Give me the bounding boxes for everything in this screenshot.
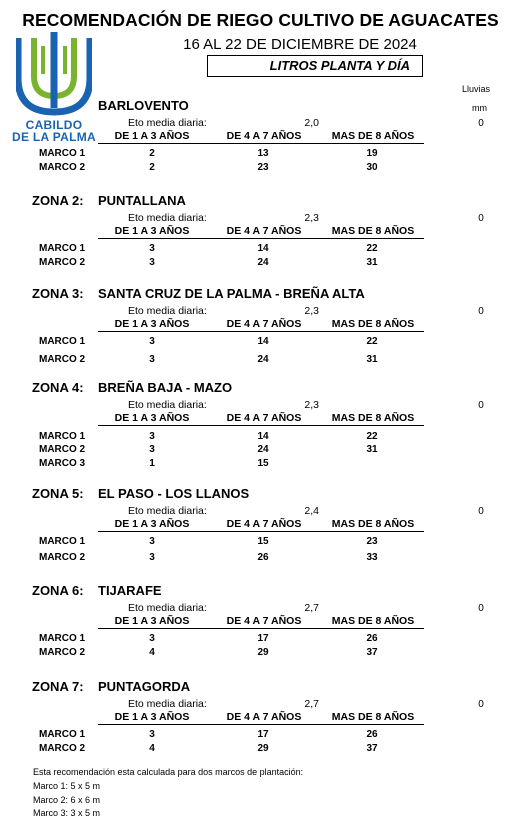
zone-number: ZONA 5: — [32, 486, 84, 501]
col-header-8-plus: MAS DE 8 AÑOS — [331, 711, 415, 723]
rain-unit: mm — [472, 103, 487, 113]
table-row — [0, 458, 521, 472]
value-4-7: 24 — [257, 354, 269, 365]
eto-label: Eto media diaria: — [128, 212, 207, 224]
value-1-3: 4 — [149, 647, 155, 658]
col-header-8-plus: MAS DE 8 AÑOS — [331, 615, 415, 627]
value-4-7: 26 — [257, 552, 269, 563]
col-header-4-7: DE 4 A 7 AÑOS — [226, 518, 302, 530]
eto-label: Eto media diaria: — [128, 602, 207, 614]
col-header-1-3: DE 1 A 3 AÑOS — [114, 225, 190, 237]
footer-marco1: Marco 1: 5 x 5 m — [33, 781, 101, 791]
table-row — [0, 257, 521, 271]
col-header-8-plus: MAS DE 8 AÑOS — [331, 130, 415, 142]
marco-label: MARCO 2 — [39, 552, 86, 563]
col-header-8-plus: MAS DE 8 AÑOS — [331, 412, 415, 424]
footer-note: Esta recomendación esta calculada para dos marcos de plantación: — [33, 767, 304, 777]
value-4-7: 24 — [257, 257, 269, 268]
table-row — [0, 336, 521, 350]
value-1-3: 2 — [149, 162, 155, 173]
value-1-3: 3 — [149, 444, 155, 455]
table-row — [0, 743, 521, 757]
value-1-3: 3 — [149, 354, 155, 365]
eto-label: Eto media diaria: — [128, 505, 207, 517]
zone-name: TIJARAFE — [98, 583, 162, 598]
value-1-3: 3 — [149, 257, 155, 268]
eto-value: 2,7 — [304, 698, 319, 710]
table-row — [0, 552, 521, 566]
marco-label: MARCO 2 — [39, 354, 86, 365]
table-row — [0, 148, 521, 162]
header-divider — [98, 724, 424, 725]
footer-marco2: Marco 2: 6 x 6 m — [33, 795, 101, 805]
rain-value: 0 — [478, 699, 484, 710]
value-1-3: 2 — [149, 148, 155, 159]
logo-text-line1: CABILDO — [25, 118, 83, 132]
value-4-7: 13 — [257, 148, 269, 159]
zone-name: PUNTALLANA — [98, 193, 186, 208]
value-8-plus: 26 — [366, 633, 378, 644]
col-header-8-plus: MAS DE 8 AÑOS — [331, 318, 415, 330]
col-header-1-3: DE 1 A 3 AÑOS — [114, 711, 190, 723]
col-header-1-3: DE 1 A 3 AÑOS — [114, 412, 190, 424]
eto-value: 2,3 — [304, 305, 319, 317]
zone-name: PUNTAGORDA — [98, 679, 191, 694]
rain-value: 0 — [478, 603, 484, 614]
value-1-3: 1 — [149, 458, 155, 469]
col-header-1-3: DE 1 A 3 AÑOS — [114, 318, 190, 330]
table-row — [0, 647, 521, 661]
marco-label: MARCO 2 — [39, 162, 86, 173]
zone-name: EL PASO - LOS LLANOS — [98, 486, 250, 501]
col-header-4-7: DE 4 A 7 AÑOS — [226, 711, 302, 723]
table-row — [0, 729, 521, 743]
header-divider — [98, 628, 424, 629]
marco-label: MARCO 1 — [39, 536, 86, 547]
rain-value: 0 — [478, 118, 484, 129]
value-8-plus: 31 — [366, 354, 378, 365]
value-8-plus: 22 — [366, 431, 378, 442]
value-4-7: 17 — [257, 729, 269, 740]
value-8-plus: 31 — [366, 257, 378, 268]
rain-value: 0 — [478, 400, 484, 411]
zone-number: ZONA 3: — [32, 286, 84, 301]
value-4-7: 29 — [257, 743, 269, 754]
zone-number: ZONA 2: — [32, 193, 84, 208]
units-box: LITROS PLANTA Y DÍA — [207, 55, 423, 77]
table-row — [0, 444, 521, 458]
rain-label: Lluvias — [462, 84, 491, 94]
header-divider — [98, 238, 424, 239]
value-1-3: 3 — [149, 552, 155, 563]
value-8-plus: 37 — [366, 743, 378, 754]
value-8-plus: 31 — [366, 444, 378, 455]
table-row — [0, 536, 521, 550]
date-range: 16 AL 22 DE DICIEMBRE DE 2024 — [183, 36, 417, 53]
footer-marco3: Marco 3: 3 x 5 m — [33, 808, 101, 818]
value-8-plus: 23 — [366, 536, 378, 547]
table-row — [0, 633, 521, 647]
zone-name: BREÑA BAJA - MAZO — [98, 380, 233, 395]
table-row — [0, 354, 521, 368]
rain-value: 0 — [478, 213, 484, 224]
col-header-1-3: DE 1 A 3 AÑOS — [114, 518, 190, 530]
col-header-1-3: DE 1 A 3 AÑOS — [114, 615, 190, 627]
value-4-7: 15 — [257, 458, 269, 469]
marco-label: MARCO 2 — [39, 444, 86, 455]
col-header-8-plus: MAS DE 8 AÑOS — [331, 518, 415, 530]
value-1-3: 3 — [149, 633, 155, 644]
value-4-7: 17 — [257, 633, 269, 644]
zone-name: SANTA CRUZ DE LA PALMA - BREÑA ALTA — [98, 286, 365, 301]
col-header-1-3: DE 1 A 3 AÑOS — [114, 130, 190, 142]
value-8-plus: 22 — [366, 336, 378, 347]
table-row — [0, 243, 521, 257]
marco-label: MARCO 1 — [39, 633, 86, 644]
zone-number: ZONA 7: — [32, 679, 84, 694]
col-header-4-7: DE 4 A 7 AÑOS — [226, 615, 302, 627]
zone-name: BARLOVENTO — [98, 98, 189, 113]
value-4-7: 24 — [257, 444, 269, 455]
cabildo-logo — [12, 28, 96, 144]
col-header-4-7: DE 4 A 7 AÑOS — [226, 225, 302, 237]
header-divider — [98, 531, 424, 532]
eto-value: 2,4 — [304, 505, 319, 517]
page-title: RECOMENDACIÓN DE RIEGO CULTIVO DE AGUACATES — [22, 10, 499, 30]
zone-number: ZONA 6: — [32, 583, 84, 598]
value-4-7: 23 — [257, 162, 269, 173]
value-8-plus: 30 — [366, 162, 378, 173]
marco-label: MARCO 1 — [39, 336, 86, 347]
eto-label: Eto media diaria: — [128, 399, 207, 411]
rain-value: 0 — [478, 306, 484, 317]
eto-label: Eto media diaria: — [128, 305, 207, 317]
eto-value: 2,3 — [304, 399, 319, 411]
marco-label: MARCO 1 — [39, 243, 86, 254]
col-header-4-7: DE 4 A 7 AÑOS — [226, 130, 302, 142]
col-header-8-plus: MAS DE 8 AÑOS — [331, 225, 415, 237]
value-1-3: 3 — [149, 243, 155, 254]
value-1-3: 3 — [149, 336, 155, 347]
col-header-4-7: DE 4 A 7 AÑOS — [226, 318, 302, 330]
table-row — [0, 431, 521, 445]
eto-label: Eto media diaria: — [128, 117, 207, 129]
header-divider — [98, 331, 424, 332]
header-divider — [98, 143, 424, 144]
marco-label: MARCO 3 — [39, 458, 86, 469]
value-8-plus: 37 — [366, 647, 378, 658]
value-8-plus: 19 — [366, 148, 378, 159]
rain-value: 0 — [478, 506, 484, 517]
value-1-3: 3 — [149, 431, 155, 442]
marco-label: MARCO 1 — [39, 148, 86, 159]
value-1-3: 3 — [149, 536, 155, 547]
value-4-7: 14 — [257, 336, 269, 347]
value-1-3: 4 — [149, 743, 155, 754]
value-4-7: 14 — [257, 431, 269, 442]
logo-text-line2: DE LA PALMA — [12, 130, 96, 144]
marco-label: MARCO 2 — [39, 257, 86, 268]
zone-number: ZONA 4: — [32, 380, 84, 395]
header-divider — [98, 425, 424, 426]
eto-value: 2,0 — [304, 117, 319, 129]
eto-label: Eto media diaria: — [128, 698, 207, 710]
table-row — [0, 162, 521, 176]
value-4-7: 15 — [257, 536, 269, 547]
logo-emblem-icon — [16, 28, 92, 120]
value-8-plus: 33 — [366, 552, 378, 563]
marco-label: MARCO 1 — [39, 431, 86, 442]
eto-value: 2,7 — [304, 602, 319, 614]
eto-value: 2,3 — [304, 212, 319, 224]
marco-label: MARCO 2 — [39, 743, 86, 754]
value-4-7: 29 — [257, 647, 269, 658]
value-8-plus: 22 — [366, 243, 378, 254]
marco-label: MARCO 2 — [39, 647, 86, 658]
value-4-7: 14 — [257, 243, 269, 254]
marco-label: MARCO 1 — [39, 729, 86, 740]
col-header-4-7: DE 4 A 7 AÑOS — [226, 412, 302, 424]
value-8-plus: 26 — [366, 729, 378, 740]
value-1-3: 3 — [149, 729, 155, 740]
